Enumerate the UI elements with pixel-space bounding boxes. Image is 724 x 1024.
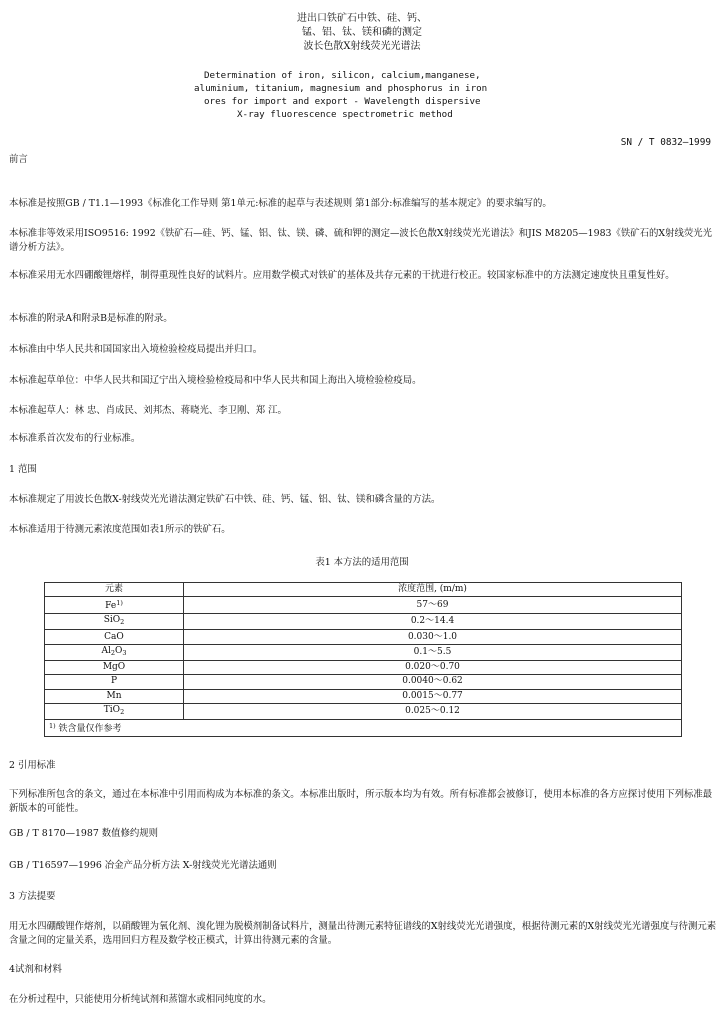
table-row (45, 660, 682, 674)
table-row (45, 630, 682, 644)
paragraph: 本标准是按照GB / T1.1—1993《标准化工作导则 第1单元:标准的起草与表述规则 第1部分:标准编写的基本规定》的要求编写的。 (9, 198, 552, 209)
section-heading: 1 范围 (9, 464, 37, 475)
table-row (45, 614, 682, 630)
range-cell: 0.030～1.0 (184, 630, 682, 644)
scope-table (44, 582, 682, 737)
paragraph: 下列标准所包含的条文，通过在本标准中引用而构成为本标准的条文。本标准出版时，所示版本均为有效。所有标准都会被修订，使用本标准的各方应探讨使用下列标准最新版本的可能性。 (9, 789, 713, 814)
element-cell: Mn (45, 689, 184, 703)
paragraph: 本标准规定了用波长色散X-射线荧光光谱法测定铁矿石中铁、硅、钙、锰、铝、钛、镁和磷含量的方法。 (9, 494, 441, 505)
element-cell: MgO (45, 660, 184, 674)
paragraph: 本标准非等效采用ISO9516: 1992《铁矿石—硅、钙、锰、铝、钛、镁、磷、硫和钾的测定—波长色散X射线荧光光谱法》和JIS M8205—1983《铁矿石的X射线荧光光谱分析方法》。 (9, 228, 712, 253)
table-row (45, 644, 682, 660)
range-cell: 57～69 (184, 597, 682, 614)
element-cell: SiO$_2$ (45, 614, 184, 630)
range-cell: 0.0015～0.77 (184, 689, 682, 703)
element-cell: Fe$^{1)}$ (45, 597, 184, 614)
range-cell: 0.025～0.12 (184, 703, 682, 719)
title-en-line: X-ray fluorescence spectrometric method (237, 109, 453, 120)
table-caption: 表1 本方法的适用范围 (315, 557, 409, 568)
standard-number: SN / T 0832—1999 (620, 137, 711, 148)
table-row (45, 597, 682, 614)
title-en-line: ores for import and export - Wavelength dispersive (204, 96, 481, 107)
title-cn-line: 进出口铁矿石中铁、硅、钙、 (297, 13, 427, 24)
range-cell: 0.2～14.4 (184, 614, 682, 630)
paragraph: 本标准适用于待测元素浓度范围如表1所示的铁矿石。 (9, 524, 231, 535)
reference-item: GB / T 8170—1987 数值修约规则 (9, 828, 159, 839)
table-row (45, 675, 682, 689)
table-row (45, 689, 682, 703)
paragraph: 本标准起草人：林 忠、肖成民、刘邦杰、蒋晓光、李卫刚、郑 江。 (9, 405, 287, 416)
table-note-row (45, 719, 682, 736)
paragraph: 用无水四硼酸锂作熔剂，以硝酸锂为氧化剂、溴化锂为脱模剂制备试料片，测量出待测元素特征谱线的X射线荧光光谱强度，根据待测元素的X射线荧光光谱强度与待测元素含量之间的定量关系，选用回归方程及数学校正模式，计算出待测元素的含量。 (9, 921, 717, 946)
range-cell: 0.1～5.5 (184, 644, 682, 660)
table-note: $^{1)}$ 铁含量仅作参考 (45, 719, 682, 736)
title-en-line: aluminium, titanium, magnesium and phosphorus in iron (194, 83, 488, 94)
foreword-heading: 前言 (9, 154, 28, 165)
element-cell: TiO$_2$ (45, 703, 184, 719)
section-heading: 4试剂和材料 (9, 964, 62, 975)
title-en-line: Determination of iron, silicon, calcium,manganese, (204, 70, 481, 81)
table-row (45, 703, 682, 719)
paragraph: 本标准系首次发布的行业标准。 (9, 433, 141, 444)
paragraph: 本标准采用无水四硼酸锂熔样，制得重现性良好的试料片。应用数学模式对铁矿的基体及共存元素的干扰进行校正。较国家标准中的方法测定速度快且重复性好。 (9, 270, 675, 281)
paragraph: 本标准的附录A和附录B是标准的附录。 (9, 313, 173, 324)
element-cell: P (45, 675, 184, 689)
range-cell: 0.0040～0.62 (184, 675, 682, 689)
paragraph: 本标准由中华人民共和国国家出入境检验检疫局提出并归口。 (9, 344, 263, 355)
section-heading: 2 引用标准 (9, 760, 56, 771)
column-header: 浓度范围, (m/m) (184, 583, 682, 597)
column-header: 元素 (45, 583, 184, 597)
title-cn-line: 波长色散X射线荧光光谱法 (303, 41, 421, 52)
paragraph: 本标准起草单位：中华人民共和国辽宁出入境检验检疫局和中华人民共和国上海出入境检验检疫局。 (9, 375, 422, 386)
element-cell: $Al_2O_3$ (45, 644, 184, 660)
element-cell: CaO (45, 630, 184, 644)
range-cell: 0.020～0.70 (184, 660, 682, 674)
section-heading: 3 方法提要 (9, 891, 56, 902)
reference-item: GB / T16597—1996 冶金产品分析方法 X-射线荧光光谱法通则 (9, 860, 277, 871)
paragraph: 在分析过程中，只能使用分析纯试剂和蒸馏水或相同纯度的水。 (9, 994, 272, 1005)
table-header-row (45, 583, 682, 597)
title-cn-line: 锰、铝、钛、镁和磷的测定 (302, 27, 422, 38)
